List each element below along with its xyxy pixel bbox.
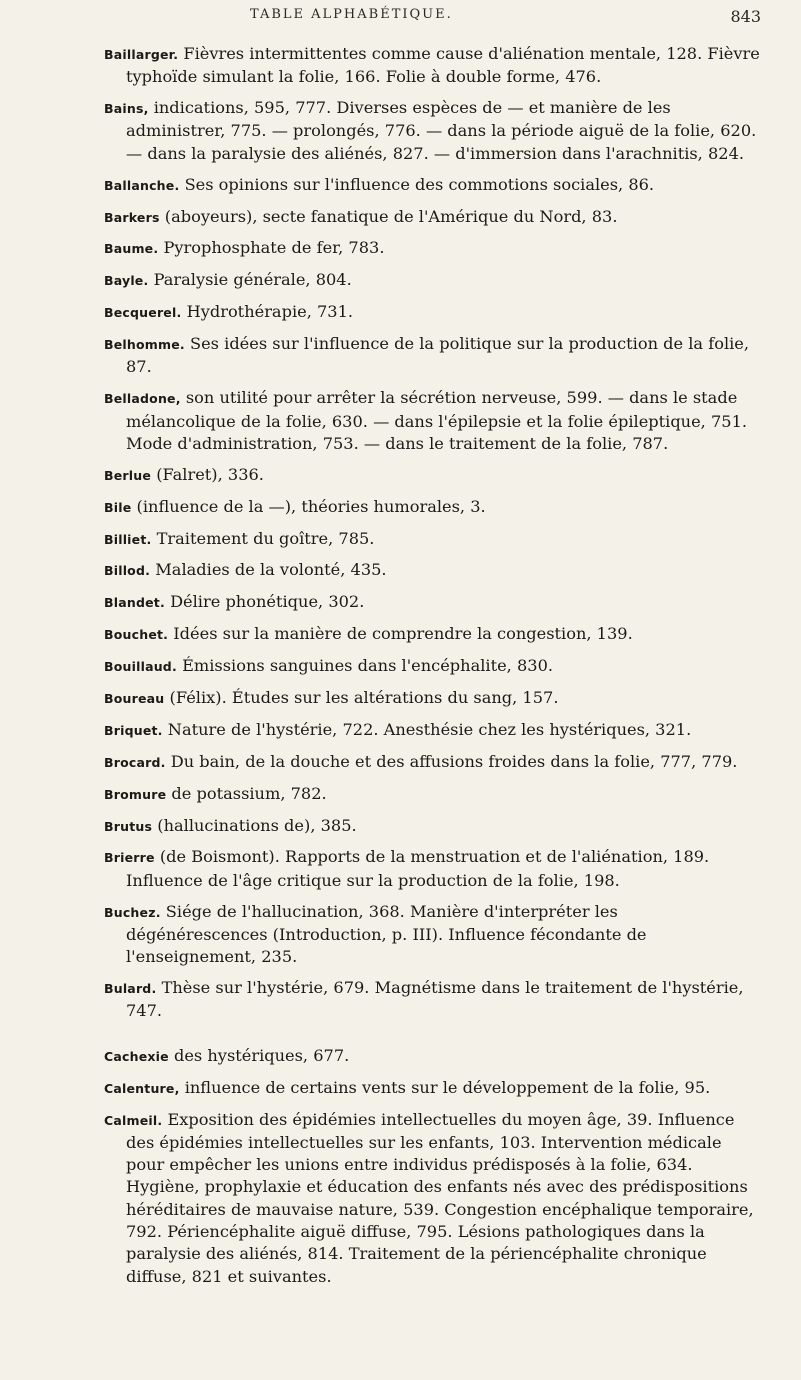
entry-keyword: Belladone, xyxy=(104,391,181,407)
entry-text: (de Boismont). Rapports de la menstruation et de l'aliénation, 189. Influence de l'âge critique sur la production de la folie, 198. xyxy=(126,847,710,890)
entry-text: Paralysie générale, 804. xyxy=(153,270,352,290)
index-entry xyxy=(104,387,764,455)
entry-text: Nature de l'hystérie, 722. Anesthésie chez les hystériques, 321. xyxy=(167,719,692,739)
entry-text: Hydrothérapie, 731. xyxy=(186,302,354,322)
entry-keyword: Brutus xyxy=(104,818,153,834)
entry-text: (Falret), 336. xyxy=(156,464,264,484)
index-entry xyxy=(104,1077,764,1100)
page-number: 843 xyxy=(730,7,761,26)
entry-keyword: Brierre xyxy=(104,850,155,866)
entry-keyword: Bouchet. xyxy=(104,627,169,643)
entry-keyword: Calenture, xyxy=(104,1080,180,1096)
entry-text: Ses opinions sur l'influence des commotions sociales, 86. xyxy=(184,174,655,194)
entry-text: Émissions sanguines dans l'encéphalite, 830. xyxy=(182,656,554,676)
index-entry xyxy=(104,97,764,165)
index-entry xyxy=(104,815,764,838)
index-entry xyxy=(104,719,764,742)
index-entry xyxy=(104,846,764,892)
entry-keyword: Belhomme. xyxy=(104,337,185,353)
entry-text: (hallucinations de), 385. xyxy=(157,815,357,835)
entry-keyword: Bulard. xyxy=(104,981,157,997)
running-head xyxy=(0,7,801,29)
entry-text: Maladies de la volonté, 435. xyxy=(155,560,387,580)
entry-text: Siége de l'hallucination, 368. Manière d'interpréter les dégénérescences (Introduction, p. III). Influence fécondante de l'enseignement, 235. xyxy=(126,901,647,967)
index-entry xyxy=(104,591,764,614)
entry-keyword: Bouillaud. xyxy=(104,659,177,675)
running-title: TABLE ALPHABÉTIQUE. xyxy=(250,7,453,22)
index-entry xyxy=(104,237,764,260)
index-entries xyxy=(104,43,764,1297)
entry-keyword: Briquet. xyxy=(104,722,163,738)
entry-keyword: Bile xyxy=(104,499,132,515)
entry-keyword: Bromure xyxy=(104,786,167,802)
index-entry xyxy=(104,623,764,646)
entry-keyword: Ballanche. xyxy=(104,177,180,193)
entry-keyword: Becquerel. xyxy=(104,305,182,321)
entry-keyword: Brocard. xyxy=(104,754,166,770)
entry-keyword: Bains, xyxy=(104,101,149,117)
entry-text: son utilité pour arrêter la sécrétion nerveuse, 599. — dans le stade mélancolique de la folie, 630. — dans l'épilepsie et la folie épileptique, 751. Mode d'administration, 753. — dans le traitement de la folie, 787. xyxy=(126,388,748,453)
entry-text: Pyrophosphate de fer, 783. xyxy=(163,238,385,258)
entry-text: indications, 595, 777. Diverses espèces de — et manière de les administrer, 775. — prolongés, 776. — dans la période aiguë de la folie, 620. — dans la paralysie des aliénés, 827. — d'immersion dans l'arachnitis, 824. xyxy=(126,98,757,163)
entry-text: Idées sur la manière de comprendre la congestion, 139. xyxy=(173,624,633,644)
entry-keyword: Buchez. xyxy=(104,904,161,920)
index-entry xyxy=(104,269,764,292)
entry-text: des hystériques, 677. xyxy=(173,1045,350,1065)
index-entry xyxy=(104,333,764,379)
index-entry xyxy=(104,655,764,678)
index-entry xyxy=(104,174,764,197)
index-entry xyxy=(104,301,764,324)
index-entry xyxy=(104,901,764,969)
index-entry xyxy=(104,751,764,774)
entry-keyword: Bayle. xyxy=(104,273,149,289)
index-entry xyxy=(104,464,764,487)
entry-keyword: Billod. xyxy=(104,563,151,579)
entry-text: Fièvres intermittentes comme cause d'aliénation mentale, 128. Fièvre typhoïde simulant la folie, 166. Folie à double forme, 476. xyxy=(126,44,760,87)
index-entry xyxy=(104,687,764,710)
entry-text: (Félix). Études sur les altérations du sang, 157. xyxy=(169,688,559,708)
index-entry xyxy=(104,528,764,551)
index-entry xyxy=(104,1109,764,1288)
entry-keyword: Calmeil. xyxy=(104,1112,163,1128)
entry-text: Thèse sur l'hystérie, 679. Magnétisme dans le traitement de l'hystérie, 747. xyxy=(126,978,744,1021)
entry-keyword: Berlue xyxy=(104,467,152,483)
entry-keyword: Blandet. xyxy=(104,595,165,611)
index-entry xyxy=(104,559,764,582)
index-entry xyxy=(104,43,764,89)
entry-text: de potassium, 782. xyxy=(171,783,327,803)
entry-text: Ses idées sur l'influence de la politique sur la production de la folie, 87. xyxy=(126,334,750,377)
entry-keyword: Boureau xyxy=(104,691,165,707)
index-entry xyxy=(104,206,764,229)
entry-text: Exposition des épidémies intellectuelles du moyen âge, 39. Influence des épidémies intellectuelles sur les enfants, 103. Intervention médicale pour empêcher les unions entre individus prédisposés à la folie, 634. Hygiène, prophylaxie et éducation des enfants nés avec des prédispositions héréditaires de mauvaise nature, 539. Congestion encéphalique temporaire, 792. Périencéphalite aiguë diffuse, 795. Lésions pathologiques dans la paralysie des aliénés, 814. Traitement de la périencéphalite chronique diffuse, 821 et suivantes. xyxy=(126,1109,754,1286)
entry-keyword: Barkers xyxy=(104,209,160,225)
entry-text: Traitement du goître, 785. xyxy=(156,528,375,548)
index-entry xyxy=(104,496,764,519)
entry-keyword: Baillarger. xyxy=(104,47,179,62)
index-entry xyxy=(104,977,764,1023)
entry-text: (aboyeurs), secte fanatique de l'Amérique du Nord, 83. xyxy=(164,206,618,226)
entry-text: Délire phonétique, 302. xyxy=(170,592,365,612)
index-entry xyxy=(104,783,764,806)
entry-keyword: Billiet. xyxy=(104,531,152,547)
entry-text: (influence de la —), théories humorales, 3. xyxy=(136,496,486,516)
entry-keyword: Baume. xyxy=(104,241,159,257)
entry-text: Du bain, de la douche et des affusions froides dans la folie, 777, 779. xyxy=(170,751,738,771)
entry-text: influence de certains vents sur le développement de la folie, 95. xyxy=(184,1077,711,1097)
entry-keyword: Cachexie xyxy=(104,1048,169,1064)
index-entry xyxy=(104,1045,764,1068)
